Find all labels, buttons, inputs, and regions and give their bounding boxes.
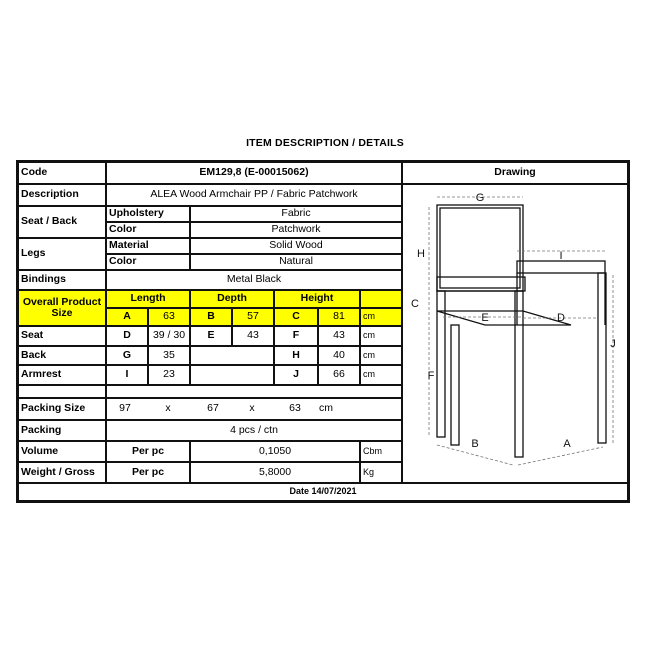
label-j: J: [610, 338, 616, 350]
code-label: Code: [18, 162, 106, 184]
dim-f-letter: F: [274, 326, 318, 346]
dim-h-letter: H: [274, 346, 318, 365]
label-b: B: [471, 438, 479, 450]
back-label: Back: [18, 346, 106, 365]
armrest-label: Armrest: [18, 365, 106, 385]
label-d: D: [557, 312, 565, 324]
packing-size-unit: cm: [319, 402, 333, 415]
packing-value: 4 pcs / ctn: [106, 420, 402, 441]
label-i: I: [559, 250, 563, 262]
label-g: G: [475, 192, 485, 204]
dim-a-letter: A: [106, 308, 148, 326]
dim-j-letter: J: [274, 365, 318, 385]
packing-size-v3: 63: [289, 402, 301, 415]
dim-e-letter: E: [190, 326, 232, 346]
packing-size-v2: 67: [207, 402, 219, 415]
height-header: Height: [274, 290, 360, 308]
depth-header: Depth: [190, 290, 274, 308]
weight-unit: Kg: [360, 462, 402, 483]
armrest-blank: [190, 365, 274, 385]
overall-size-label-line2: Size: [51, 307, 73, 319]
label-c: C: [411, 298, 419, 310]
weight-value: 5,8000: [190, 462, 360, 483]
dim-d-letter: D: [106, 326, 148, 346]
back-unit: cm: [360, 346, 402, 365]
spacer-right: [106, 385, 402, 398]
drawing-header: Drawing: [402, 162, 628, 184]
dim-j-value: 66: [318, 365, 360, 385]
label-f: F: [427, 370, 435, 382]
upholstery-label: Upholstery: [106, 206, 190, 222]
seat-label: Seat: [18, 326, 106, 346]
code-value: EM129,8 (E-00015062): [106, 162, 402, 184]
volume-value: 0,1050: [190, 441, 360, 462]
spacer-left: [18, 385, 106, 398]
seat-unit: cm: [360, 326, 402, 346]
volume-unit: Cbm: [360, 441, 402, 462]
label-h: H: [417, 248, 425, 260]
dim-b-letter: B: [190, 308, 232, 326]
spec-sheet: [16, 160, 630, 503]
dim-i-value: 23: [148, 365, 190, 385]
date-footer: Date 14/07/2021: [18, 483, 628, 501]
bindings-value: Metal Black: [106, 270, 402, 290]
dim-a-value: 63: [148, 308, 190, 326]
packing-label: Packing: [18, 420, 106, 441]
chair-drawing: [403, 185, 627, 482]
dim-h-value: 40: [318, 346, 360, 365]
dimension-line: [518, 447, 603, 465]
armrest-unit: cm: [360, 365, 402, 385]
packing-size-label: Packing Size: [18, 398, 106, 420]
description-value: ALEA Wood Armchair PP / Fabric Patchwork: [106, 184, 402, 206]
weight-label: Weight / Gross: [18, 462, 106, 483]
packing-size-x2: x: [249, 402, 255, 415]
dim-d-value: 39 / 30: [148, 326, 190, 346]
description-label: Description: [18, 184, 106, 206]
volume-per: Per pc: [106, 441, 190, 462]
legs-label: Legs: [18, 238, 106, 270]
header-blank: [360, 290, 402, 308]
weight-per: Per pc: [106, 462, 190, 483]
packing-size-v1: 97: [119, 402, 131, 415]
bindings-label: Bindings: [18, 270, 106, 290]
length-header: Length: [106, 290, 190, 308]
dim-g-value: 35: [148, 346, 190, 365]
overall-size-label-line1: Overall Product: [22, 295, 102, 308]
overall-unit: cm: [360, 308, 402, 326]
material-label: Material: [106, 238, 190, 254]
overall-size-label: [18, 290, 106, 326]
backrest-outline: [437, 205, 523, 291]
dim-b-value: 57: [232, 308, 274, 326]
label-e: E: [481, 312, 489, 324]
label-a: A: [563, 438, 571, 450]
dim-f-value: 43: [318, 326, 360, 346]
dim-i-letter: I: [106, 365, 148, 385]
legs-color-label: Color: [106, 254, 190, 270]
legs-color-value: Natural: [190, 254, 402, 270]
material-value: Solid Wood: [190, 238, 402, 254]
volume-label: Volume: [18, 441, 106, 462]
packing-size-x1: x: [165, 402, 171, 415]
leg: [515, 291, 523, 457]
back-blank: [190, 346, 274, 365]
dim-c-letter: C: [274, 308, 318, 326]
upholstery-value: Fabric: [190, 206, 402, 222]
dim-g-letter: G: [106, 346, 148, 365]
seat-color-label: Color: [106, 222, 190, 238]
page-title: ITEM DESCRIPTION / DETAILS: [246, 137, 404, 149]
dim-e-value: 43: [232, 326, 274, 346]
leg: [451, 325, 459, 445]
seat-color-value: Patchwork: [190, 222, 402, 238]
seat-back-label: Seat / Back: [18, 206, 106, 238]
drawing-panel: [402, 184, 628, 483]
dim-c-value: 81: [318, 308, 360, 326]
